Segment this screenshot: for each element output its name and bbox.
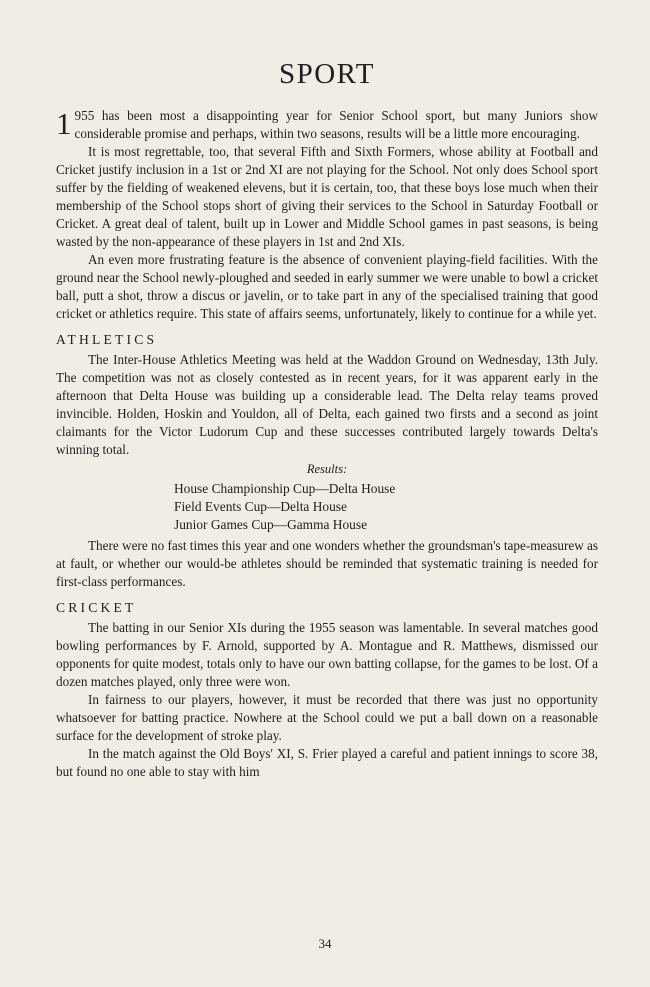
- athletics-heading: ATHLETICS: [56, 332, 158, 347]
- intro-paragraph: [56, 107, 598, 143]
- intro-text: 955 has been most a disappointing year for Senior School sport, but many Juniors show considerable promise and perhaps, within two seasons, results will be a little more encouraging.: [74, 108, 598, 141]
- result-item: Junior Games Cup—Gamma House: [174, 517, 368, 532]
- paragraph-facilities: An even more frustrating feature is the absence of convenient playing-field facilities. With the ground near the School newly-ploughed and seeded in early summer we were unable to bowl a cricket ball, putt a shot, throw a discus or javelin, or to take part in any of the specialised training that good cricket or athletics require. This state of affairs seems, unfortunately, likely to continue for a while yet.: [56, 252, 598, 321]
- result-item: Field Events Cup—Delta House: [174, 499, 347, 514]
- athletics-paragraph-1: The Inter-House Athletics Meeting was held at the Waddon Ground on Wednesday, 13th July. The competition was not as closely contested as in recent years, for it was apparent early in the afternoon that Delta House was building up a considerable lead. The Delta relay teams proved invincible. Holden, Hoskin and Youldon, all of Delta, each gained two firsts and a second as joint claimants for the Victor Ludorum Cup and these successes contributed largely towards Delta's winning total.: [56, 352, 598, 457]
- cricket-heading: CRICKET: [56, 600, 137, 615]
- results-list: [174, 480, 598, 534]
- page-title: SPORT: [278, 58, 375, 90]
- cricket-paragraph-1: The batting in our Senior XIs during the 1955 season was lamentable. In several matches good bowling performances by F. Arnold, supported by A. Montague and R. Matthews, dismissed our opponents for quite modest, totals only to have our own batting collapse, for the games to be lost. Of a dozen matches played, only three were won.: [56, 620, 598, 689]
- athletics-paragraph-2: There were no fast times this year and one wonders whether the groundsman's tape-measurew as at fault, or whether our would-be athletes should be reminded that systematic training is needed for first-class performances.: [56, 538, 598, 589]
- results-label: Results:: [306, 462, 348, 476]
- paragraph-regret: It is most regrettable, too, that several Fifth and Sixth Formers, whose ability at Football and Cricket justify inclusion in a 1st or 2nd XI are not playing for the School. Not only does School sport suffer by the fielding of weakened elevens, but it is certain, too, that these boys lose much when their membership of the School stops short of giving their services to the School in Saturday Football or Cricket. A great deal of talent, built up in Lower and Middle School games in past seasons, is being wasted by the non-appearance of these players in 1st and 2nd XIs.: [56, 144, 598, 249]
- dropcap: 1: [56, 106, 72, 141]
- page-number: 34: [318, 936, 332, 951]
- result-item: House Championship Cup—Delta House: [174, 481, 396, 496]
- cricket-paragraph-2: In fairness to our players, however, it must be recorded that there was just no opportunity whatsoever for batting practice. Nowhere at the School could we put a ball down on a reasonable surface for the development of stroke play.: [56, 692, 598, 743]
- cricket-paragraph-3: In the match against the Old Boys' XI, S. Frier played a careful and patient innings to score 38, but found no one able to stay with him: [56, 746, 598, 779]
